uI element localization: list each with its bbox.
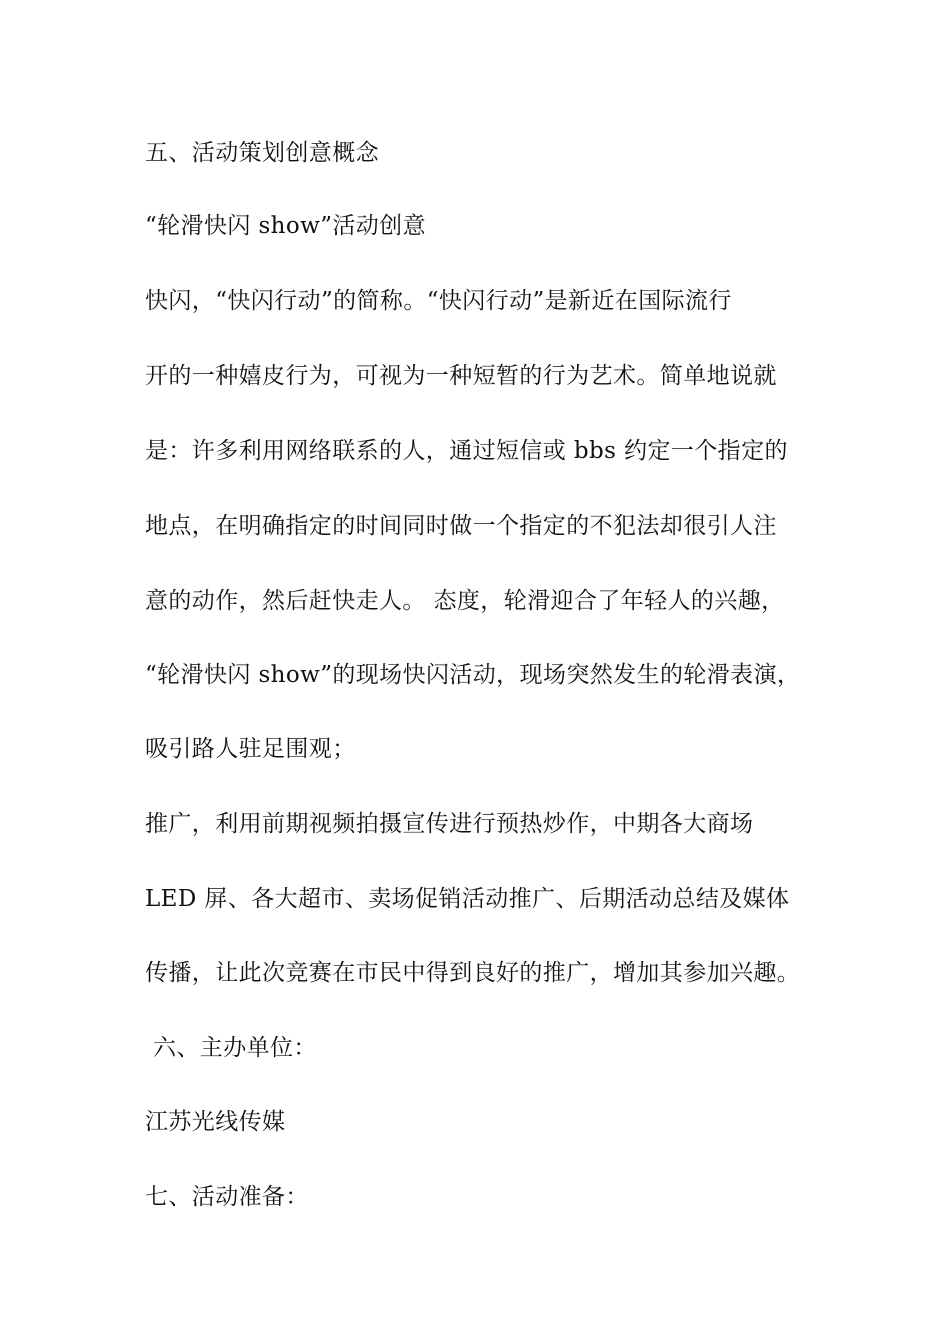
paragraph-line: 开的一种嬉皮行为，可视为一种短暂的行为艺术。简单地说就 — [145, 363, 777, 389]
organizer-name: 江苏光线传媒 — [145, 1109, 286, 1135]
section-heading-seven: 七、活动准备： — [145, 1184, 309, 1210]
activity-creative-title: “轮滑快闪 show”活动创意 — [145, 213, 426, 239]
paragraph-line: 推广，利用前期视频拍摄宣传进行预热炒作，中期各大商场 — [145, 811, 754, 837]
paragraph-line: 地点，在明确指定的时间同时做一个指定的不犯法却很引人注 — [145, 513, 777, 539]
section-heading-six: 六、主办单位： — [153, 1035, 317, 1061]
paragraph-line: 是：许多利用网络联系的人，通过短信或 bbs 约定一个指定的 — [145, 438, 788, 464]
paragraph-line: LED 屏、各大超市、卖场促销活动推广、后期活动总结及媒体 — [145, 886, 790, 912]
paragraph-line: “轮滑快闪 show”的现场快闪活动，现场突然发生的轮滑表演， — [145, 662, 801, 688]
section-heading-five: 五、活动策划创意概念 — [145, 140, 379, 166]
paragraph-line: 快闪，“快闪行动”的简称。“快闪行动”是新近在国际流行 — [145, 288, 732, 314]
paragraph-line: 传播，让此次竞赛在市民中得到良好的推广，增加其参加兴趣。 — [145, 960, 801, 986]
paragraph-line: 吸引路人驻足围观； — [145, 736, 356, 762]
paragraph-line: 意的动作，然后赶快走人。 态度，轮滑迎合了年轻人的兴趣， — [145, 588, 785, 614]
